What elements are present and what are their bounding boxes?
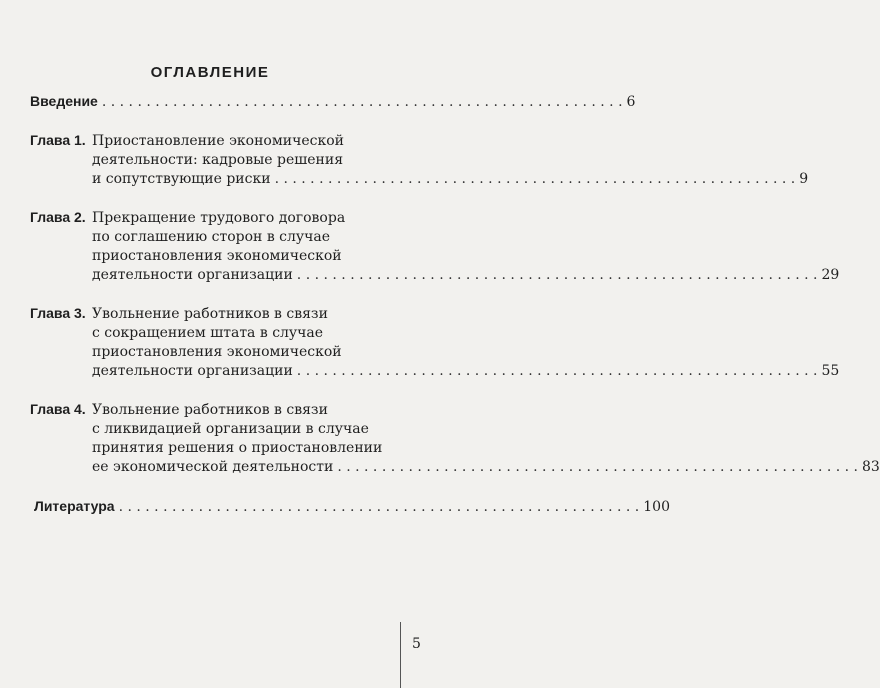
table-of-contents bbox=[30, 92, 880, 517]
toc-page-number: 6 bbox=[626, 94, 636, 110]
leader-dots bbox=[275, 170, 796, 189]
toc-page-number: 83 bbox=[862, 459, 880, 475]
toc-entry-chapter-3[interactable] bbox=[30, 304, 840, 381]
toc-entry-intro[interactable] bbox=[30, 92, 636, 112]
toc-entry-chapter-1[interactable] bbox=[30, 131, 809, 189]
chapter-title-line: по соглашению сторон в случае bbox=[92, 229, 331, 245]
chapter-title-line: ее экономической деятельности bbox=[92, 459, 334, 475]
toc-page-number: 100 bbox=[643, 499, 670, 515]
chapter-title-line: Прекращение трудового договора bbox=[92, 210, 346, 226]
page-title: ОГЛАВЛЕНИЕ bbox=[150, 64, 270, 81]
chapter-label: Глава 2. bbox=[30, 209, 86, 225]
chapter-title-line: с ликвидацией организации в случае bbox=[92, 421, 369, 437]
toc-page-number: 9 bbox=[799, 171, 809, 187]
toc-page-number: 29 bbox=[821, 267, 840, 283]
toc-entry-literature[interactable] bbox=[34, 497, 670, 517]
leader-dots bbox=[337, 458, 858, 477]
leader-dots bbox=[119, 498, 640, 517]
toc-entry-label: Введение bbox=[30, 93, 98, 109]
chapter-label: Глава 4. bbox=[30, 401, 86, 417]
chapter-title-line: Увольнение работников в связи bbox=[92, 306, 328, 322]
toc-entry-chapter-4[interactable] bbox=[30, 400, 880, 477]
chapter-label: Глава 1. bbox=[30, 132, 86, 148]
chapter-title-line: и сопутствующие риски bbox=[92, 171, 271, 187]
chapter-title-line: приостановления экономической bbox=[92, 344, 342, 360]
leader-dots bbox=[297, 266, 818, 285]
toc-entry-chapter-2[interactable] bbox=[30, 208, 840, 285]
chapter-title-line: принятия решения о приостановлении bbox=[92, 440, 383, 456]
page-number: 5 bbox=[412, 636, 421, 652]
toc-entry-label: Литература bbox=[34, 498, 115, 514]
chapter-title-line: приостановления экономической bbox=[92, 248, 342, 264]
leader-dots bbox=[102, 93, 623, 112]
chapter-title-line: деятельности организации bbox=[92, 267, 293, 283]
margin-rule bbox=[400, 622, 401, 688]
chapter-title-line: Увольнение работников в связи bbox=[92, 402, 328, 418]
toc-page-number: 55 bbox=[821, 363, 840, 379]
chapter-title-line: с сокращением штата в случае bbox=[92, 325, 324, 341]
chapter-title-line: деятельности организации bbox=[92, 363, 293, 379]
chapter-label: Глава 3. bbox=[30, 305, 86, 321]
chapter-title-line: Приостановление экономической bbox=[92, 133, 344, 149]
chapter-title-line: деятельности: кадровые решения bbox=[92, 152, 344, 168]
leader-dots bbox=[297, 362, 818, 381]
